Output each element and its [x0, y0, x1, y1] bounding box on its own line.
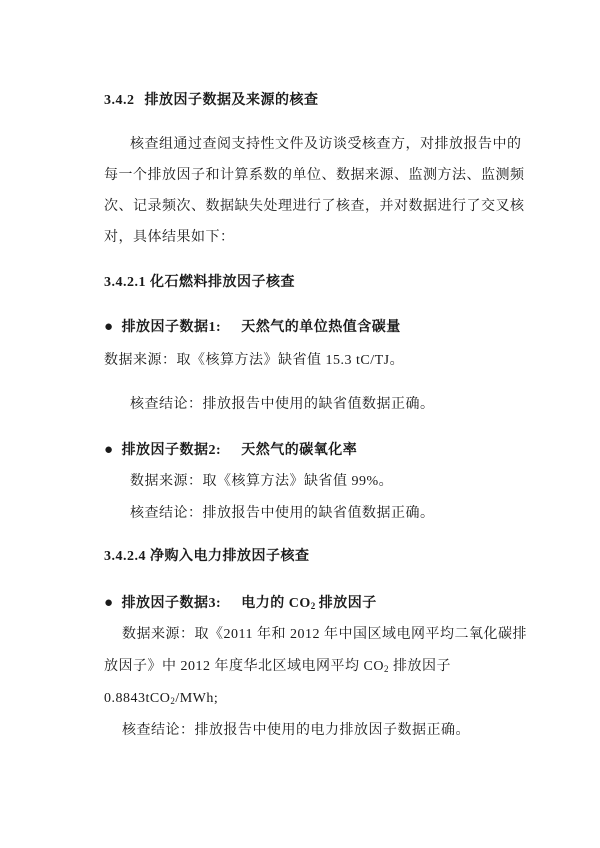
- section-title: 排放因子数据及来源的核查: [144, 93, 319, 108]
- intro-line-4: 对，具体结果如下：: [104, 230, 235, 245]
- factor-1-source: 数据来源：取《核算方法》缺省值 15.3 tC/TJ。: [104, 353, 405, 368]
- factor-2-source: 数据来源：取《核算方法》缺省值 99%。: [130, 474, 394, 489]
- intro-line-2: 每一个排放因子和计算系数的单位、数据来源、监测方法、监测频: [104, 168, 525, 183]
- factor-3-source-line-2: [104, 657, 451, 677]
- factor-item-3: [104, 593, 377, 614]
- bullet-icon: ●: [104, 442, 114, 458]
- factor-label: 排放因子数据2:: [121, 443, 222, 458]
- section-heading-3421: 3.4.2.1 化石燃料排放因子核查: [104, 275, 295, 290]
- source-line-3-prefix: 0.8843tCO: [104, 691, 171, 706]
- factor-1-conclusion: 核查结论：排放报告中使用的缺省值数据正确。: [130, 397, 435, 412]
- factor-label: 排放因子数据3:: [121, 596, 222, 611]
- intro-line-3: 次、记录频次、数据缺失处理进行了核查，并对数据进行了交叉核: [104, 199, 525, 214]
- section-number: 3.4.2: [104, 93, 135, 108]
- bullet-icon: ●: [104, 595, 114, 611]
- factor-name-suffix: 排放因子: [318, 596, 377, 611]
- factor-item-2: [104, 440, 357, 461]
- source-line-3-suffix: /MWh;: [175, 691, 219, 706]
- factor-3-conclusion: 核查结论：排放报告中使用的电力排放因子数据正确。: [122, 723, 470, 738]
- bullet-icon: ●: [104, 319, 114, 335]
- source-line-2-prefix: 放因子》中 2012 年度华北区域电网平均 CO: [104, 659, 384, 674]
- section-heading-342: [104, 91, 319, 111]
- co2-subscript: 2: [310, 601, 316, 611]
- co2-subscript: 2: [383, 664, 389, 674]
- factor-name: 天然气的单位热值含碳量: [241, 320, 401, 335]
- section-heading-3424: 3.4.2.4 净购入电力排放因子核查: [104, 549, 310, 564]
- factor-3-source-line-3: [104, 689, 218, 709]
- intro-line-1: 核查组通过查阅支持性文件及访谈受核查方，对排放报告中的: [130, 137, 522, 152]
- factor-3-source-line-1: 数据来源：取《2011 年和 2012 年中国区域电网平均二氧化碳排: [122, 627, 527, 642]
- co2-subscript: 2: [170, 696, 176, 706]
- source-line-2-suffix: 排放因子: [388, 659, 451, 674]
- factor-name: 天然气的碳氧化率: [241, 443, 358, 458]
- factor-name-prefix: 电力的 CO: [241, 596, 311, 611]
- factor-label: 排放因子数据1:: [121, 320, 222, 335]
- factor-item-1: [104, 317, 401, 338]
- factor-name: [241, 596, 377, 611]
- factor-2-conclusion: 核查结论：排放报告中使用的缺省值数据正确。: [130, 506, 435, 521]
